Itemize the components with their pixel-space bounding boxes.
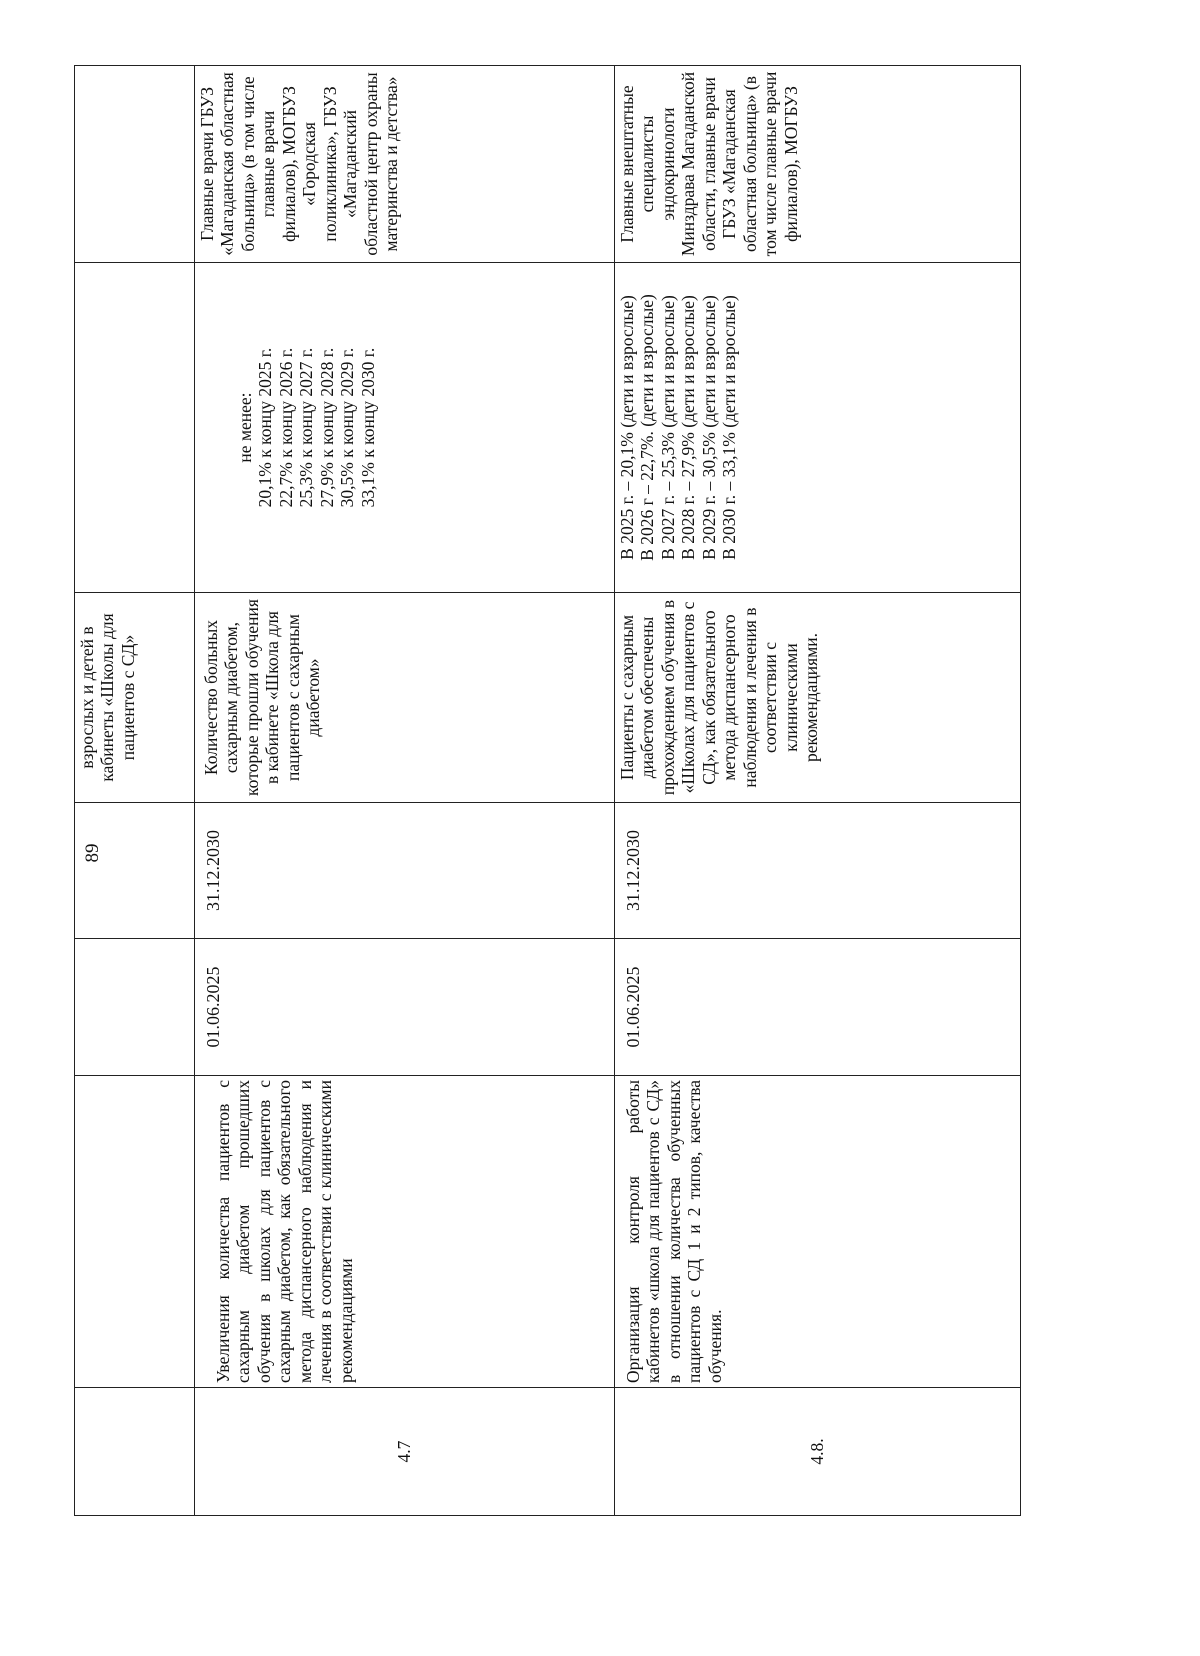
indicator-line: 30,5% к концу 2029 г. <box>337 347 358 508</box>
indicator-cell <box>615 263 1021 593</box>
indicator-line: В 2026 г – 22,7%. (дети и взрослые) <box>637 294 658 561</box>
event-cell: Организация контроля работы кабинетов «школа для пациентов с СД» в отношении количества обученных пациентов с СД 1 и 2 типов, качества обучения. <box>615 1076 1021 1388</box>
responsible-cell: Главные врачи ГБУЗ «Магаданская областная больница» (в том числе главные врачи филиалов), МОГБУЗ «Городская поликлиника», ГБУЗ «Магаданский областной центр охраны материнства и детства» <box>195 66 615 263</box>
table-row <box>195 66 615 1516</box>
end-date: 31.12.2030 <box>615 803 1021 939</box>
empty-cell <box>75 263 195 593</box>
indicator-cell <box>195 263 615 593</box>
rotated-table <box>74 66 1020 1516</box>
indicator-line: 22,7% к концу 2026 г. <box>275 347 296 508</box>
row-number: 4.8. <box>615 1388 1021 1516</box>
result-cell: Количество больных сахарным диабетом, которые прошли обучения в кабинете «Школа для пациентов с сахарным диабетом» <box>195 593 615 803</box>
responsible-cell: Главные внештатные специалисты эндокринологи Минздрава Магаданской области, главные врачи ГБУЗ «Магаданская областная больница» (в том числе главные врачи филиалов), МОГБУЗ <box>615 66 1021 263</box>
indicator-line: 27,9% к концу 2028 г. <box>316 347 337 508</box>
start-date: 01.06.2025 <box>615 939 1021 1076</box>
row-number: 4.7 <box>195 1388 615 1516</box>
indicator-line: В 2027 г. – 25,3% (дети и взрослые) <box>657 295 678 560</box>
empty-cell <box>75 803 195 939</box>
indicator-line: В 2029 г. – 30,5% (дети и взрослые) <box>698 295 719 560</box>
empty-cell <box>75 1076 195 1388</box>
indicator-line: В 2030 г. – 33,1% (дети и взрослые) <box>719 295 740 560</box>
empty-cell <box>75 1388 195 1516</box>
indicator-line: 25,3% к концу 2027 г. <box>296 347 317 508</box>
end-date: 31.12.2030 <box>195 803 615 939</box>
indicator-line: В 2028 г. – 27,9% (дети и взрослые) <box>678 295 699 560</box>
measures-table <box>74 65 1021 1516</box>
table-row <box>75 66 195 1516</box>
result-cell-continued: взрослых и детей в кабинеты «Школы для пациентов с СД» <box>75 593 195 803</box>
indicator-line: 20,1% к концу 2025 г. <box>255 347 276 508</box>
result-cell: Пациенты с сахарным диабетом обеспечены прохождением обучения в «Школах для пациентов с СД», как обязательного метода диспансерного наблюдения и лечения в соответствии с клиническими рекомендациями. <box>615 593 1021 803</box>
indicator-line: не менее: <box>235 392 255 463</box>
event-cell: Увеличения количества пациентов с сахарным диабетом прошедших обучения в школах для пациентов с сахарным диабетом, как обязательного метода диспансерного наблюдения и лечения в соответствии с клиническими рекомендациями <box>195 1076 615 1388</box>
indicator-line: В 2025 г. – 20,1% (дети и взрослые) <box>617 295 637 560</box>
empty-cell <box>75 939 195 1076</box>
indicator-line: 33,1% к концу 2030 г. <box>357 347 378 508</box>
table-row <box>615 66 1021 1516</box>
empty-cell <box>75 66 195 263</box>
start-date: 01.06.2025 <box>195 939 615 1076</box>
page-number: 89 <box>82 843 103 863</box>
